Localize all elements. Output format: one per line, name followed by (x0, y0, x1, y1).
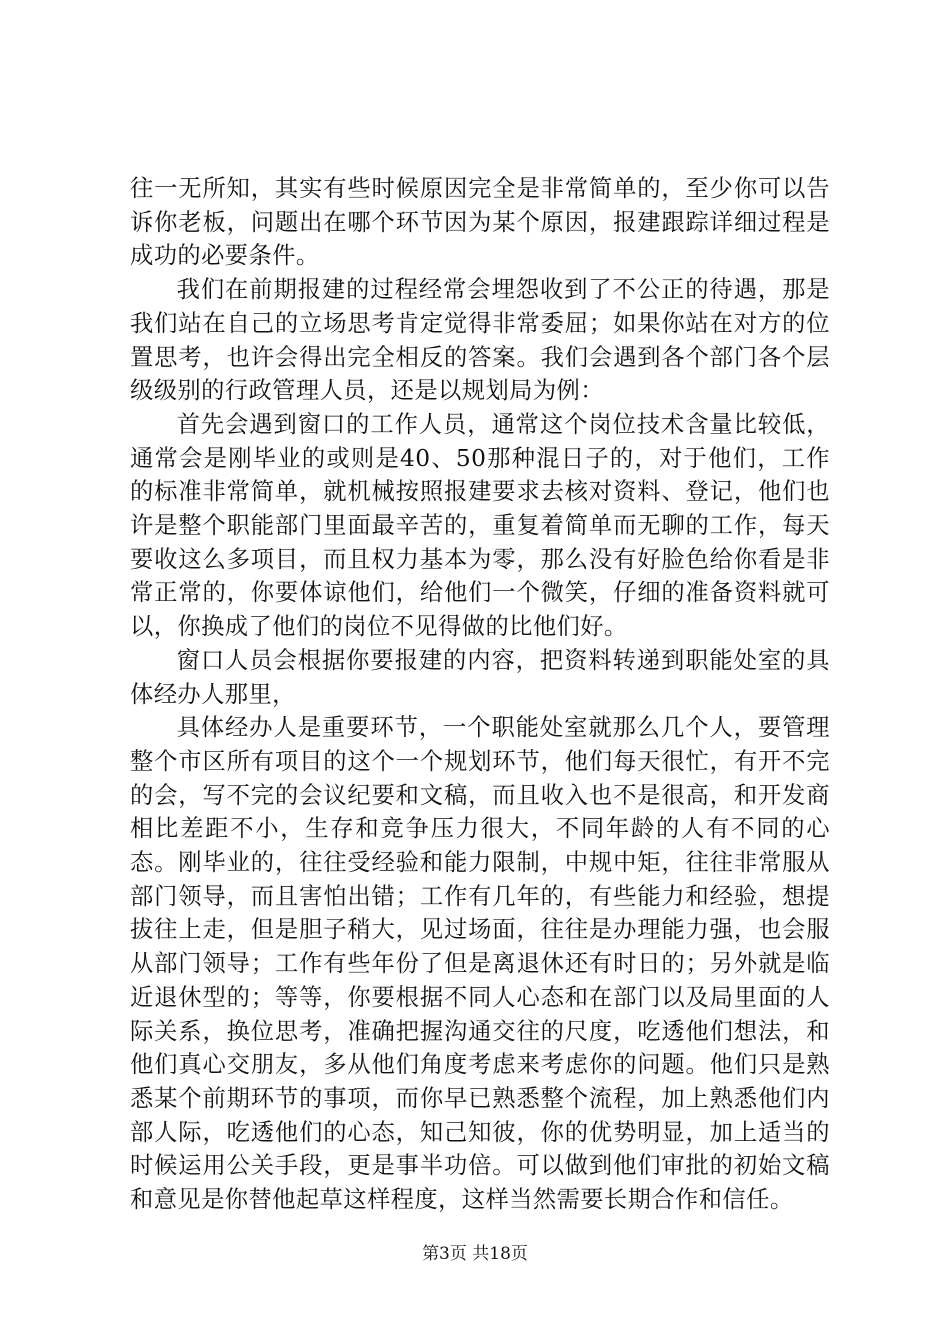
paragraph-5: 具体经办人是重要环节，一个职能处室就那么几个人，要管理整个市区所有项目的这个一个规划环节，他们每天很忙，有开不完的会，写不完的会议纪要和文稿，而且收入也不是很高，和开发商相比差距不小，生存和竞争压力很大，不同年龄的人有不同的心态。刚毕业的，往往受经验和能力限制，中规中矩，往往非常服从部门领导，而且害怕出错；工作有几年的，有些能力和经验，想提拔往上走，但是胆子稍大，见过场面，往往是办理能力强，也会服从部门领导；工作有些年份了但是离退休还有时日的；另外就是临近退休型的；等等，你要根据不同人心态和在部门以及局里面的人际关系，换位思考，准确把握沟通交往的尺度，吃透他们想法，和他们真心交朋友，多从他们角度考虑来考虑你的问题。他们只是熟悉某个前期环节的事项，而你早已熟悉整个流程，加上熟悉他们内部人际，吃透他们的心态，知己知彼，你的优势明显，加上适当的时候运用公关手段，更是事半功倍。可以做到他们审批的初始文稿和意见是你替他起草这样程度，这样当然需要长期合作和信任。 (130, 714, 830, 1214)
paragraph-2: 我们在前期报建的过程经常会埋怨收到了不公正的待遇，那是我们站在自己的立场思考肯定觉得非常委屈；如果你站在对方的位置思考，也许会得出完全相反的答案。我们会遇到各个部门各个层级级别的行政管理人员，还是以规划局为例： (130, 276, 830, 405)
paragraph-1: 往一无所知，其实有些时候原因完全是非常简单的，至少你可以告诉你老板，问题出在哪个环节因为某个原因，报建跟踪详细过程是成功的必要条件。 (130, 175, 830, 270)
document-body (130, 172, 830, 1217)
paragraph-4: 窗口人员会根据你要报建的内容，把资料转递到职能处室的具体经办人那里， (130, 646, 830, 708)
page-number-footer: 第3页 共18页 (422, 1244, 528, 1264)
paragraph-3: 首先会遇到窗口的工作人员，通常这个岗位技术含量比较低，通常会是刚毕业的或则是40、50那种混日子的，对于他们，工作的标准非常简单，就机械按照报建要求去核对资料、登记，他们也许是整个职能部门里面最辛苦的，重复着简单而无聊的工作，每天要收这么多项目，而且权力基本为零，那么没有好脸色给你看是非常正常的，你要体谅他们，给他们一个微笑，仔细的准备资料就可以，你换成了他们的岗位不见得做的比他们好。 (130, 410, 830, 641)
